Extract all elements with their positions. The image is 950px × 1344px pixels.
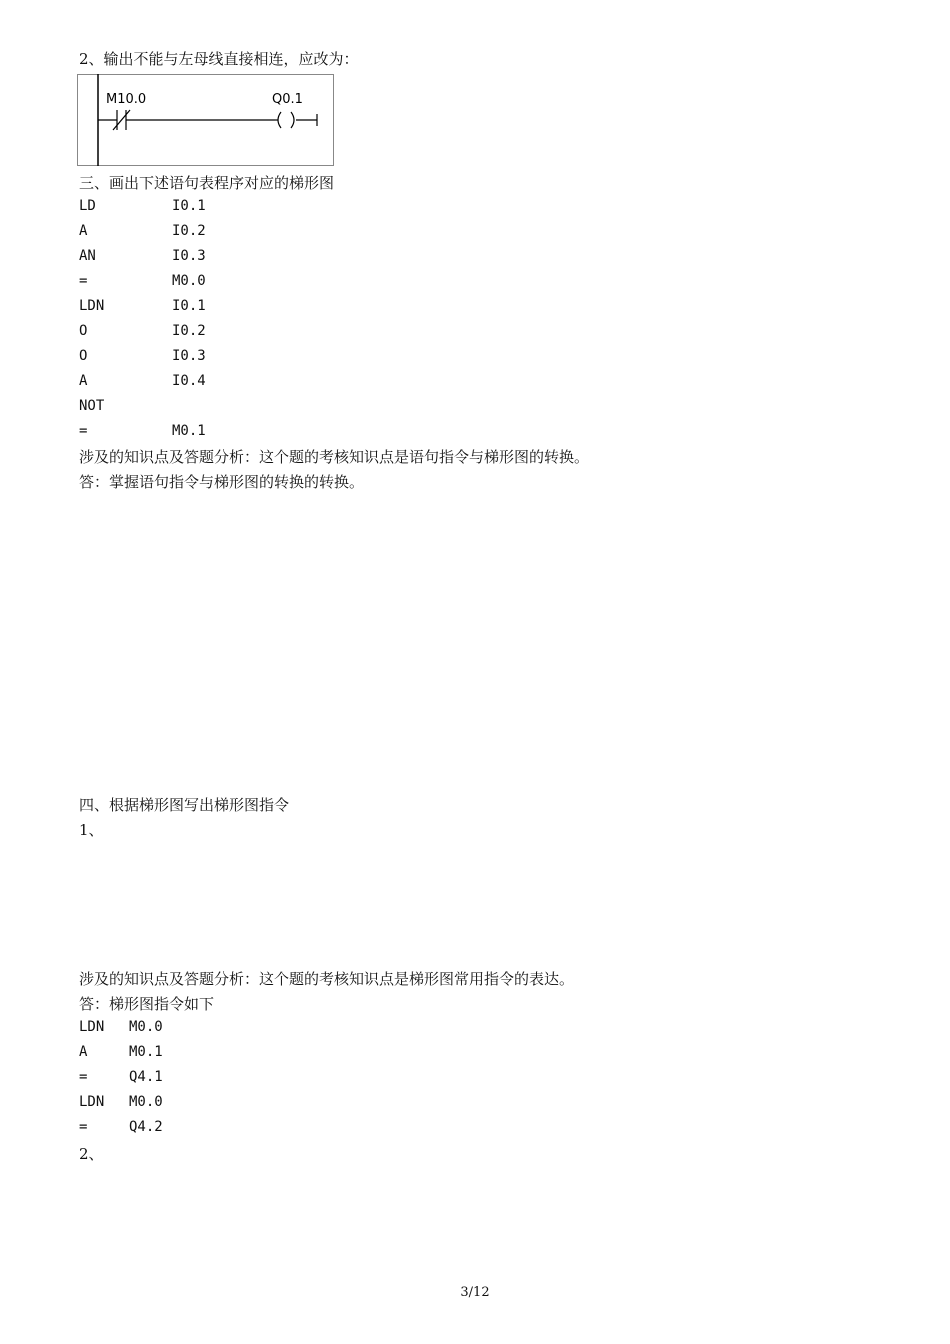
coil-label: Q0.1 [272, 92, 303, 107]
stl-row [79, 1069, 379, 1089]
stl-op: = [79, 273, 88, 289]
stl-row [79, 248, 379, 268]
stl-row [79, 1119, 379, 1139]
stl-arg: I0.2 [172, 223, 206, 239]
ladder-svg [77, 74, 335, 166]
stl-op: A [79, 373, 88, 389]
ladder-diagram [77, 74, 335, 166]
stl-arg: I0.1 [172, 298, 206, 314]
stl-row [79, 273, 379, 293]
stl-row [79, 348, 379, 368]
section-4-item-1: 1、 [79, 821, 104, 839]
stl-op: LDN [79, 1094, 105, 1110]
stl-op: LDN [79, 298, 105, 314]
contact-label: M10.0 [106, 92, 147, 107]
stl-op: NOT [79, 398, 105, 414]
stl-row [79, 223, 379, 243]
stl-arg: Q4.1 [129, 1069, 163, 1085]
stl-op: AN [79, 248, 96, 264]
section-3-heading: 三、画出下述语句表程序对应的梯形图 [79, 174, 335, 192]
stl-op: O [79, 323, 88, 339]
stl-row [79, 1094, 379, 1114]
page-number: 3/12 [460, 1285, 490, 1300]
stl-arg: M0.0 [129, 1094, 163, 1110]
stl-op: = [79, 1069, 88, 1085]
stl-row [79, 323, 379, 343]
stl-op: A [79, 223, 88, 239]
stl-row [79, 423, 379, 443]
stl-row [79, 198, 379, 218]
stl-arg: M0.0 [129, 1019, 163, 1035]
section-4-analysis: 涉及的知识点及答题分析：这个题的考核知识点是梯形图常用指令的表达。 [79, 970, 575, 988]
stl-op: LD [79, 198, 96, 214]
stl-op: A [79, 1044, 88, 1060]
stl-arg: I0.3 [172, 248, 206, 264]
stl-arg: M0.0 [172, 273, 206, 289]
stl-op: LDN [79, 1019, 105, 1035]
section-4-heading: 四、根据梯形图写出梯形图指令 [79, 796, 290, 814]
section-3-analysis: 涉及的知识点及答题分析：这个题的考核知识点是语句指令与梯形图的转换。 [79, 448, 590, 466]
stl-arg: Q4.2 [129, 1119, 163, 1135]
stl-arg: I0.1 [172, 198, 206, 214]
section-4-answer-intro: 答：梯形图指令如下 [79, 995, 215, 1013]
stl-arg: M0.1 [172, 423, 206, 439]
stl-arg: M0.1 [129, 1044, 163, 1060]
stl-op: = [79, 1119, 88, 1135]
stl-arg: I0.2 [172, 323, 206, 339]
stl-row [79, 398, 379, 418]
coil-right-arc [291, 112, 294, 128]
coil-left-arc [278, 112, 281, 128]
stl-row [79, 373, 379, 393]
stl-row [79, 1019, 379, 1039]
stl-row [79, 1044, 379, 1064]
stl-arg: I0.4 [172, 373, 206, 389]
section-3-answer: 答：掌握语句指令与梯形图的转换的转换。 [79, 473, 365, 491]
section-4-item-2: 2、 [79, 1145, 104, 1163]
stl-op: = [79, 423, 88, 439]
stl-arg: I0.3 [172, 348, 206, 364]
stl-row [79, 298, 379, 318]
stl-op: O [79, 348, 88, 364]
item-2-text: 2、输出不能与左母线直接相连，应改为： [79, 50, 359, 68]
